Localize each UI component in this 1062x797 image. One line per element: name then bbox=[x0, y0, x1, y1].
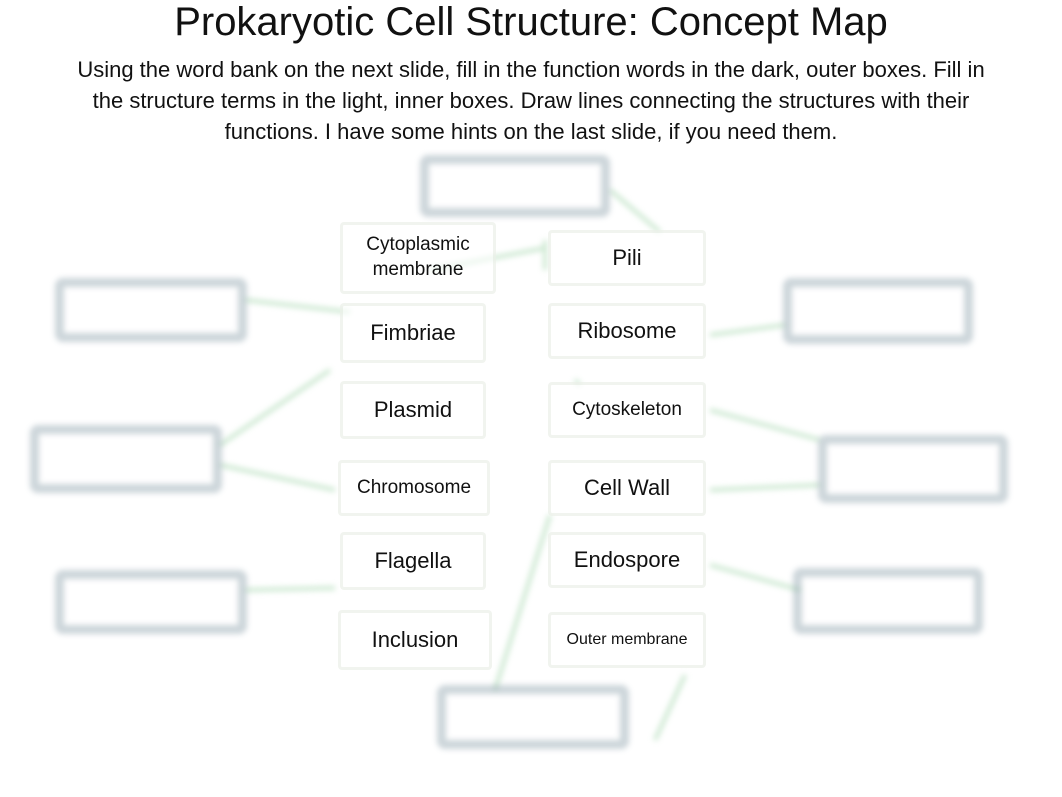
structure-box[interactable] bbox=[548, 460, 706, 516]
structure-box[interactable] bbox=[340, 222, 496, 294]
connector-line bbox=[710, 485, 820, 490]
structure-label: Cytoplasmic membrane bbox=[366, 234, 470, 280]
structure-label: Outer membrane bbox=[566, 630, 688, 648]
structure-label: Chromosome bbox=[356, 476, 472, 498]
function-box-left-1[interactable] bbox=[55, 278, 247, 342]
structure-label: Endospore bbox=[573, 546, 681, 572]
connector-line bbox=[220, 370, 330, 445]
structure-label: Pili bbox=[612, 244, 642, 270]
structure-box[interactable] bbox=[548, 382, 706, 438]
structure-box[interactable] bbox=[340, 381, 486, 439]
connector-line bbox=[710, 325, 785, 335]
connector-line bbox=[655, 675, 685, 740]
connector-line bbox=[245, 588, 335, 590]
connector-line bbox=[710, 410, 820, 440]
structure-box[interactable] bbox=[340, 532, 486, 590]
structure-label: Cell Wall bbox=[584, 474, 670, 500]
structure-label: Flagella bbox=[374, 547, 452, 573]
function-box-left-3[interactable] bbox=[55, 570, 247, 634]
function-box-right-2[interactable] bbox=[818, 435, 1008, 503]
structure-label: Fimbriae bbox=[370, 319, 456, 345]
structure-box[interactable] bbox=[338, 610, 492, 670]
structure-box[interactable] bbox=[340, 303, 486, 363]
function-box-right-1[interactable] bbox=[783, 278, 973, 344]
function-box-top[interactable] bbox=[420, 155, 610, 217]
page-title: Prokaryotic Cell Structure: Concept Map bbox=[174, 0, 888, 44]
structure-label: Plasmid bbox=[373, 396, 453, 422]
structure-box[interactable] bbox=[338, 460, 490, 516]
structure-box[interactable] bbox=[548, 230, 706, 286]
structure-label: Cytoskeleton bbox=[572, 398, 682, 420]
instructions-text: Using the word bank on the next slide, fill in the function words in the dark, outer boxes. Fill in the structure terms in the light, inner boxes. Draw lines connecting the structures with their functions. I have some hints on the last slide, if you need them. bbox=[77, 57, 985, 144]
structure-box[interactable] bbox=[548, 612, 706, 668]
connector-line bbox=[710, 565, 800, 590]
structure-label: Ribosome bbox=[577, 317, 677, 343]
connector-line bbox=[495, 515, 550, 690]
function-box-left-2[interactable] bbox=[30, 425, 222, 493]
function-box-bottom[interactable] bbox=[437, 685, 629, 749]
connector-line bbox=[610, 190, 660, 232]
structure-label: Inclusion bbox=[371, 626, 459, 652]
connector-line bbox=[245, 300, 350, 312]
structure-box[interactable] bbox=[548, 532, 706, 588]
connector-line bbox=[220, 465, 335, 490]
structure-box[interactable] bbox=[548, 303, 706, 359]
function-box-right-3[interactable] bbox=[793, 568, 983, 634]
